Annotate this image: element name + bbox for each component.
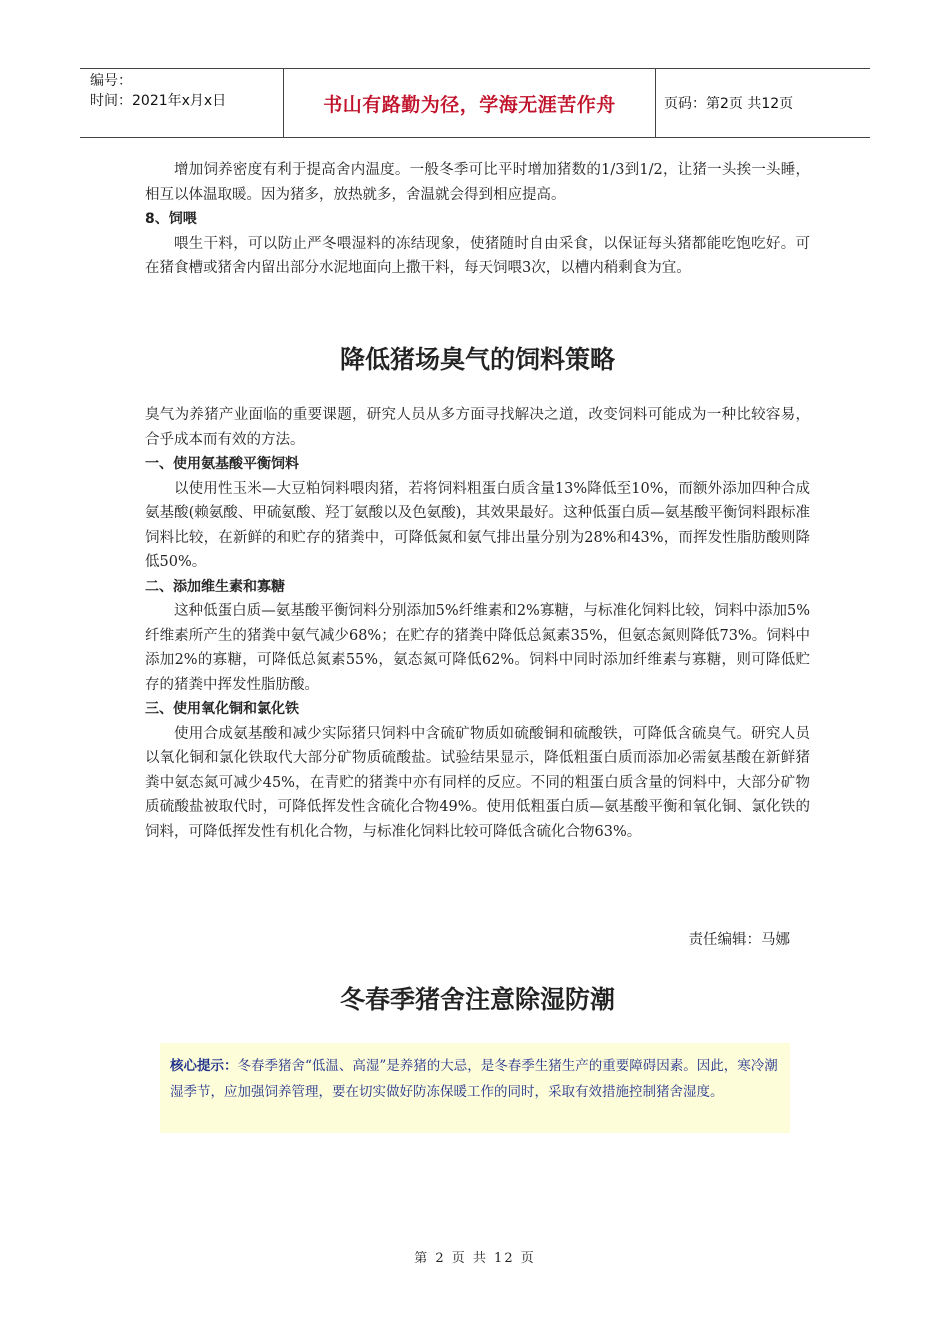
highlight-box [160, 1043, 790, 1133]
header-motto: 书山有路勤为径，学海无涯苦作舟 [283, 69, 656, 137]
header-number: 编号： [90, 73, 132, 89]
highlight-text: 冬春季猪舍“低温、高湿”是养猪的大忌，是冬春季生猪生产的重要障碍因素。因此，寒冷潮湿季节，应加强饲养管理，要在切实做好防冻保暖工作的同时，采取有效措施控制猪舍湿度。 [170, 1058, 778, 1100]
page-header [80, 68, 870, 138]
article1-body [145, 403, 810, 844]
header-page-info: 页码：第2页 共12页 [664, 96, 794, 112]
header-date: 时间：2021年x月x日 [90, 93, 227, 109]
page-footer: 第 2 页 共 12 页 [414, 1251, 536, 1266]
article1-lead: 臭气为养猪产业面临的重要课题，研究人员从多方面寻找解决之道，改变饲料可能成为一种比较容易，合乎成本而有效的方法。 [145, 407, 810, 448]
article1-section1-heading: 一、使用氨基酸平衡饲料 [145, 456, 299, 472]
intro-paragraph: 增加饲养密度有利于提高舍内温度。一般冬季可比平时增加猪数的1/3到1/2，让猪一头挨一头睡，相互以体温取暖。因为猪多，放热就多，舍温就会得到相应提高。 [145, 162, 810, 203]
section8-heading: 8、饲喂 [145, 211, 197, 227]
article1-section2-heading: 二、添加维生素和寡糖 [145, 578, 285, 595]
article1-section3-heading: 三、使用氧化铜和氯化铁 [145, 701, 299, 717]
article1-section3-text: 使用合成氨基酸和减少实际猪只饲料中含硫矿物质如硫酸铜和硫酸铁，可降低含硫臭气。研究人员以氧化铜和氯化铁取代大部分矿物质硫酸盐。试验结果显示，降低粗蛋白质而添加必需氨基酸在新鲜猪粪中氨态氮可减少45%，在青贮的猪粪中亦有同样的反应。不同的粗蛋白质含量的饲料中，大部分矿物质硫酸盐被取代时，可降低挥发性含硫化合物49%。使用低粗蛋白质—氨基酸平衡和氧化铜、氯化铁的饲料，可降低挥发性有机化合物，与标准化饲料比较可降低含硫化合物63%。 [145, 725, 810, 840]
editor-credit: 责任编辑：马娜 [688, 932, 790, 948]
header-meta [80, 69, 283, 137]
highlight-label: 核心提示： [170, 1058, 238, 1074]
article1-section1-text: 以使用性玉米—大豆粕饲料喂肉猪，若将饲料粗蛋白质含量13%降低至10%，而额外添加四种合成氨基酸(赖氨酸、甲硫氨酸、羟丁氨酸以及色氨酸)，其效果最好。这种低蛋白质—氨基酸平衡饲料跟标准饲料比较，在新鲜的和贮存的猪粪中，可降低氮和氨气排出量分别为28%和43%，而挥发性脂肪酸则降低50%。 [145, 480, 810, 570]
section8-paragraph: 喂生干料，可以防止严冬喂湿料的冻结现象，使猪随时自由采食，以保证每头猪都能吃饱吃好。可在猪食槽或猪舍内留出部分水泥地面向上撒干料，每天饲喂3次，以槽内稍剩食为宜。 [145, 235, 810, 276]
top-content [145, 158, 810, 281]
article1-section2-text: 这种低蛋白质—氨基酸平衡饲料分别添加5%纤维素和2%寡糖，与标准化饲料比较，饲料中添加5%纤维素所产生的猪粪中氨气减少68%；在贮存的猪粪中降低总氮素35%，但氨态氮则降低73%。饲料中添加2%的寡糖，可降低总氮素55%，氨态氮可降低62%。饲料中同时添加纤维素与寡糖，则可降低贮存的猪粪中挥发性脂肪酸。 [145, 603, 810, 693]
article1-title: 降低猪场臭气的饲料策略 [339, 345, 615, 374]
article2-title: 冬春季猪舍注意除湿防潮 [339, 985, 615, 1014]
